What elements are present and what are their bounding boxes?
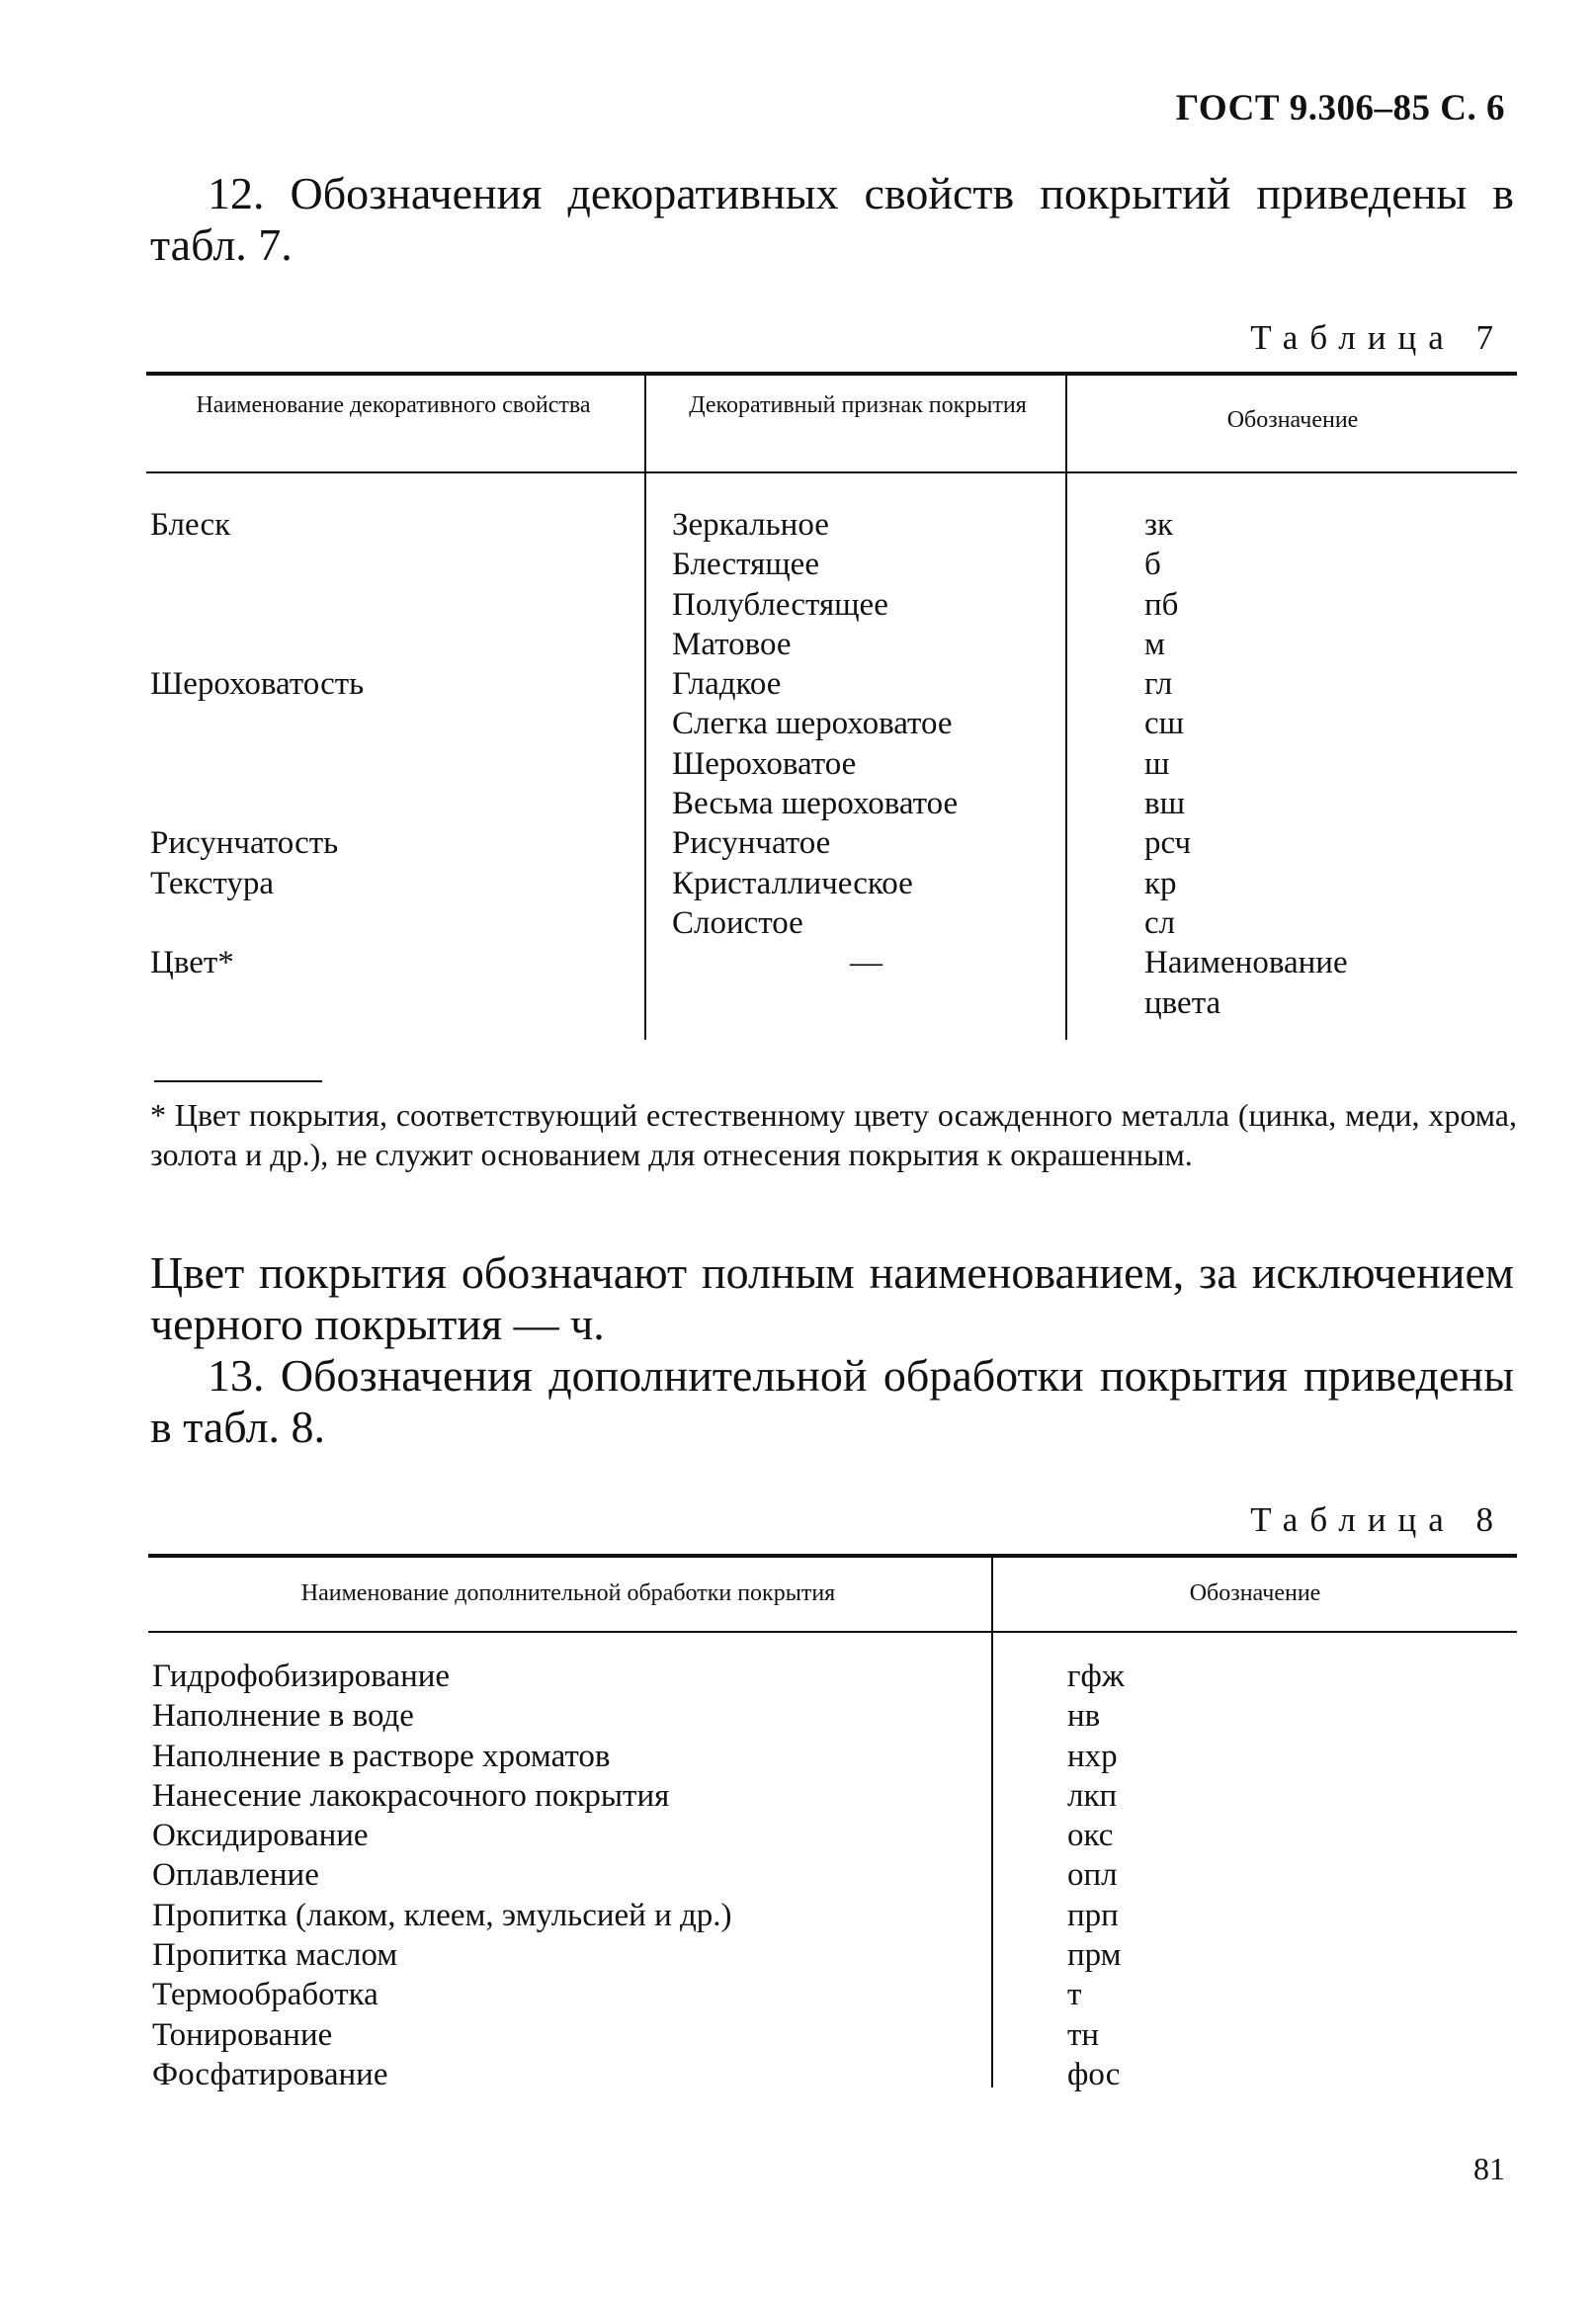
table-8-name-cell: Оксидирование (152, 1818, 369, 1854)
footnote-rule (154, 1080, 322, 1082)
table-7-header-code: Обозначение (1226, 407, 1359, 433)
table-7-code-column (1144, 505, 1348, 1023)
table-8-code-cell: фос (1067, 2056, 1121, 2092)
table-7-property-cell (150, 545, 364, 584)
paragraph-13-text: 13. Обозначения дополнительной обработки покрытия приведены в табл. 8. (150, 1350, 1514, 1452)
table-8-code-cell: опл (1067, 1857, 1118, 1894)
table-8-code-column (1067, 1657, 1125, 2094)
table-8-name-cell: Фосфатирование (152, 2056, 388, 2092)
table-7-property-cell: Текстура (150, 865, 275, 901)
table-7-feature-cell: Матовое (672, 626, 792, 662)
table-7-feature-cell: Зеркальное (672, 507, 829, 543)
table-8-name-cell: Тонирование (152, 2016, 333, 2053)
page-header: ГОСТ 9.306–85 С. 6 (1175, 88, 1505, 128)
table-7-property-cell (150, 625, 364, 664)
table-8-name-cell: Термообработка (152, 1977, 378, 2013)
paragraph-color: Цвет покрытия обозначают полным наименованием, за исключением черного покрытия — ч. (150, 1247, 1514, 1349)
table-7-code-cell: ш (1144, 745, 1170, 782)
table-7-property-cell: Блеск (150, 507, 231, 543)
table-8-code-cell: прп (1067, 1897, 1119, 1933)
paragraph-12 (150, 168, 1514, 271)
table-7-code-cell: м (1144, 626, 1165, 662)
table-8-code-cell: лкп (1067, 1777, 1118, 1814)
table-7-code-cell: кр (1144, 865, 1177, 901)
table-8-code-cell: окс (1067, 1818, 1114, 1854)
table-7-feature-cell: Рисунчатое (672, 825, 831, 862)
page-number: 81 (1473, 2151, 1505, 2186)
table-7-top-rule (146, 372, 1517, 376)
table-7-code-cell: сл (1144, 904, 1176, 941)
table-7-caption: Таблица 7 (1250, 318, 1505, 357)
table-7-code-cell: рсч (1144, 825, 1192, 862)
table-7-header-rule (146, 471, 1517, 473)
table-7-feature-cell: Шероховатое (672, 745, 857, 782)
table-7-property-cell (150, 704, 364, 743)
table-8-top-rule (148, 1554, 1517, 1558)
table-7-code-cell: вш (1144, 786, 1185, 822)
table-7-feature-cell: Слоистое (672, 904, 803, 941)
table-8-code-cell: т (1067, 1977, 1082, 2013)
table-7-property-cell (150, 744, 364, 784)
table-7-property-cell (150, 784, 364, 823)
table-7-property-cell (150, 903, 364, 943)
table-7-code-cell: пб (1144, 586, 1179, 623)
table-8-name-cell: Гидрофобизирование (152, 1659, 451, 1694)
table-8-header-code: Обозначение (1189, 1580, 1321, 1606)
table-8-name-cell: Наполнение в воде (152, 1698, 414, 1735)
paragraph-12-text: 12. Обозначения декоративных свойств покрытий приведены в табл. 7. (150, 168, 1514, 270)
table-8-name-cell: Пропитка маслом (152, 1937, 398, 1974)
table-7-feature-cell: Блестящее (672, 547, 819, 583)
table-8-code-cell: нв (1067, 1698, 1101, 1735)
table-8-caption: Таблица 8 (1250, 1500, 1505, 1539)
paragraph-13 (150, 1350, 1514, 1453)
table-7-divider-1 (644, 376, 646, 1040)
table-7-property-cell: Цвет* (150, 945, 234, 981)
table-7-feature-column (672, 505, 958, 983)
table-7 (146, 372, 1517, 1044)
table-8-code-cell: тн (1067, 2016, 1100, 2053)
table-7-divider-2 (1065, 376, 1067, 1040)
table-7-header-feature: Декоративный признак покрытия (689, 392, 1027, 418)
table-7-code-cell: сш (1144, 706, 1185, 742)
footnote: * Цвет покрытия, соответствующий естественному цвету осажденного металла (цинка, меди, хрома, золота и др.), не служит основанием для отнесения покрытия к окрашенным. (150, 1097, 1517, 1172)
table-7-feature-cell: Полублестящее (672, 586, 888, 623)
table-8-divider (991, 1558, 993, 2087)
table-7-property-cell: Рисунчатость (150, 825, 339, 862)
table-7-feature-cell: Кристаллическое (672, 865, 913, 901)
table-7-feature-cell: Слегка шероховатое (672, 706, 953, 742)
table-8-header-name: Наименование дополнительной обработки покрытия (300, 1580, 836, 1606)
table-7-code-cell: зк (1144, 507, 1174, 543)
table-8-name-column (152, 1657, 732, 2094)
table-7-property-cell: Шероховатость (150, 666, 365, 703)
table-7-code-cell: гл (1144, 666, 1173, 703)
table-7-property-column (150, 505, 364, 983)
table-7-feature-cell: Гладкое (672, 666, 782, 703)
table-8-name-cell: Пропитка (лаком, клеем, эмульсией и др.) (152, 1897, 732, 1933)
table-8-code-cell: нхр (1067, 1738, 1118, 1774)
table-7-feature-cell: — (850, 945, 882, 981)
table-7-feature-cell: Весьма шероховатое (672, 786, 959, 822)
table-7-code-cell: цвета (1144, 984, 1221, 1021)
table-7-property-cell (150, 585, 364, 625)
table-8-code-cell: прм (1067, 1937, 1122, 1974)
table-8 (148, 1554, 1517, 2092)
table-8-name-cell: Наполнение в растворе хроматов (152, 1738, 611, 1774)
table-8-code-cell: гфж (1067, 1659, 1125, 1694)
table-8-name-cell: Оплавление (152, 1857, 319, 1894)
table-7-code-cell: Наименование (1144, 945, 1348, 981)
table-7-code-cell: б (1144, 547, 1161, 583)
table-8-header-rule (148, 1631, 1517, 1633)
table-8-name-cell: Нанесение лакокрасочного покрытия (152, 1777, 670, 1814)
table-7-header-property: Наименование декоративного свойства (196, 392, 591, 418)
